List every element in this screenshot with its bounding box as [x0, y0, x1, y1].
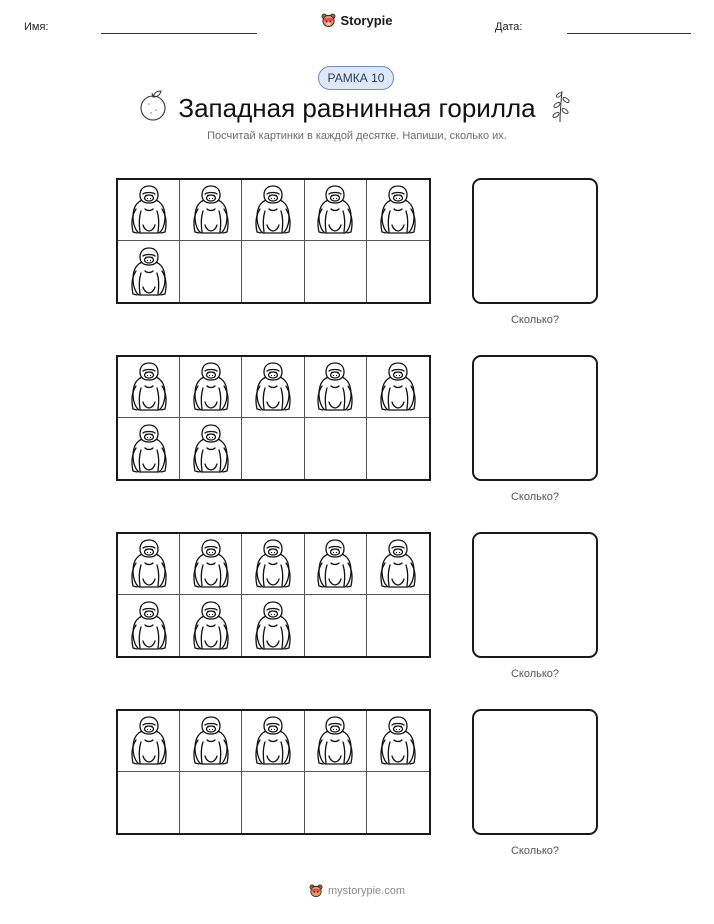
gorilla-icon: [189, 360, 233, 414]
ten-frame: [116, 355, 431, 481]
ten-frame-cell-filled: [242, 180, 304, 241]
ten-frame-cell-filled: [367, 534, 429, 595]
ten-frame-cell-filled: [242, 357, 304, 418]
gorilla-icon: [313, 714, 357, 768]
ten-frame-cell-filled: [305, 711, 367, 772]
ten-frame-cell-filled: [367, 711, 429, 772]
name-label: Имя:: [24, 21, 49, 33]
footer: [0, 884, 714, 898]
ten-frame-cell-empty: [242, 772, 304, 833]
ten-frame-cell-filled: [367, 180, 429, 241]
gorilla-icon: [376, 537, 420, 591]
frame-badge: РАМКА 10: [318, 66, 394, 90]
ten-frame-cell-filled: [180, 711, 242, 772]
gorilla-icon: [376, 183, 420, 237]
gorilla-icon: [127, 422, 171, 476]
ten-frame-cell-filled: [180, 357, 242, 418]
name-line[interactable]: [101, 33, 257, 34]
gorilla-icon: [189, 422, 233, 476]
gorilla-icon: [189, 599, 233, 653]
ten-frame-cell-filled: [242, 534, 304, 595]
answer-label: Сколько?: [510, 491, 560, 503]
gorilla-icon: [251, 599, 295, 653]
gorilla-icon: [127, 599, 171, 653]
ten-frame-cell-filled: [118, 357, 180, 418]
footer-url: mystorypie.com: [327, 885, 406, 897]
ten-frame-cell-filled: [118, 180, 180, 241]
bear-mascot-icon: [321, 13, 336, 28]
gorilla-icon: [313, 183, 357, 237]
ten-frame-cell-empty: [305, 418, 367, 479]
ten-frame-cell-empty: [305, 772, 367, 833]
answer-label: Сколько?: [510, 668, 560, 680]
gorilla-icon: [127, 183, 171, 237]
answer-box[interactable]: [472, 709, 598, 835]
ten-frame-cell-empty: [305, 595, 367, 656]
gorilla-icon: [127, 537, 171, 591]
instructions: Посчитай картинки в каждой десятке. Напиши, сколько их.: [207, 130, 507, 142]
ten-frame-cell-empty: [367, 241, 429, 302]
ten-frame-cell-filled: [118, 241, 180, 302]
gorilla-icon: [189, 714, 233, 768]
ten-frame-cell-filled: [180, 418, 242, 479]
ten-frame-cell-filled: [118, 595, 180, 656]
gorilla-icon: [376, 360, 420, 414]
ten-frame-cell-empty: [242, 241, 304, 302]
gorilla-icon: [127, 360, 171, 414]
gorilla-icon: [313, 360, 357, 414]
ten-frame-cell-filled: [305, 180, 367, 241]
leafy-branch-icon: [548, 88, 572, 124]
ten-frame-cell-empty: [242, 418, 304, 479]
gorilla-icon: [189, 183, 233, 237]
ten-frame: [116, 178, 431, 304]
bear-mascot-icon: [309, 884, 323, 898]
brand-name: Storypie: [340, 13, 393, 28]
gorilla-icon: [127, 245, 171, 299]
ten-frame-cell-filled: [305, 357, 367, 418]
brand: [0, 13, 714, 28]
ten-frame-cell-filled: [242, 711, 304, 772]
ten-frame: [116, 709, 431, 835]
ten-frame: [116, 532, 431, 658]
gorilla-icon: [251, 714, 295, 768]
ten-frame-cell-filled: [305, 534, 367, 595]
ten-frame-cell-filled: [118, 711, 180, 772]
answer-label: Сколько?: [510, 845, 560, 857]
ten-frame-cell-filled: [367, 357, 429, 418]
gorilla-icon: [251, 537, 295, 591]
ten-frame-cell-empty: [367, 418, 429, 479]
date-label: Дата:: [495, 21, 523, 33]
ten-frame-cell-filled: [180, 595, 242, 656]
ten-frame-cell-filled: [118, 534, 180, 595]
answer-box[interactable]: [472, 178, 598, 304]
ten-frame-cell-empty: [305, 241, 367, 302]
answer-label: Сколько?: [510, 314, 560, 326]
gorilla-icon: [313, 537, 357, 591]
ten-frame-cell-empty: [180, 241, 242, 302]
ten-frame-cell-empty: [118, 772, 180, 833]
ten-frame-cell-filled: [118, 418, 180, 479]
ten-frame-cell-filled: [242, 595, 304, 656]
gorilla-icon: [251, 183, 295, 237]
answer-box[interactable]: [472, 532, 598, 658]
ten-frame-cell-filled: [180, 180, 242, 241]
ten-frame-cell-empty: [180, 772, 242, 833]
date-line[interactable]: [567, 33, 691, 34]
gorilla-icon: [189, 537, 233, 591]
gorilla-icon: [376, 714, 420, 768]
ten-frame-cell-empty: [367, 772, 429, 833]
gorilla-icon: [127, 714, 171, 768]
answer-box[interactable]: [472, 355, 598, 481]
page-title: Западная равнинная горилла: [178, 93, 536, 123]
gorilla-icon: [251, 360, 295, 414]
ten-frame-cell-empty: [367, 595, 429, 656]
ten-frame-cell-filled: [180, 534, 242, 595]
